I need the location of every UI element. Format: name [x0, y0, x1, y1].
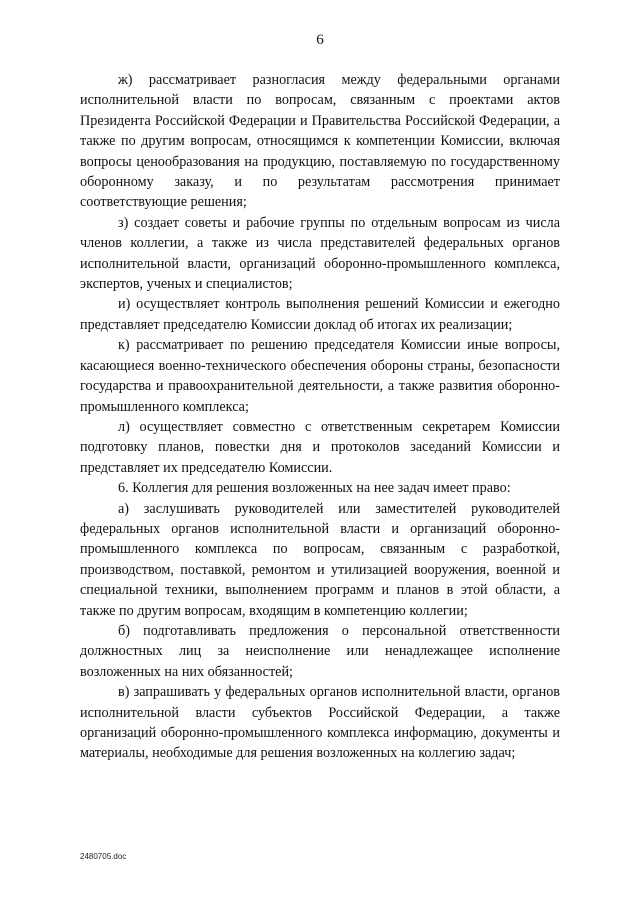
paragraph-l: л) осуществляет совместно с ответственным секретарем Комиссии подготовку планов, повестки дня и протоколов заседаний Комиссии и представляет их председателю Комиссии.	[80, 418, 560, 476]
paragraph-zh: ж) рассматривает разногласия между федеральными органами исполнительной власти по вопросам, связанным с проектами актов Президента Российской Федерации и Правительства Российской Федерации, а также по другим вопросам, относящимся к компетенции Комиссии, включая вопросы ценообразования на продукцию, поставляемую по государственному оборонному заказу, и по результатам рассмотрения принимает соответствующие решения;	[80, 72, 560, 211]
file-footer: 2480705.doc	[80, 852, 127, 861]
paragraph-a: а) заслушивать руководителей или заместителей руководителей федеральных органов исполнительной власти и организаций оборонно-промышленного комплекса по вопросам, связанным с разработкой, производством, поставкой, ремонтом и утилизацией вооружения, военной и специальной техники, выполнением программ и планов в этой области, а также по другим вопросам, входящим в компетенцию коллегии;	[80, 500, 560, 619]
paragraph-v: в) запрашивать у федеральных органов исполнительной власти, органов исполнительной власти субъектов Российской Федерации, а также организаций оборонно-промышленного комплекса информацию, документы и материалы, необходимые для решения возложенных на коллегию задач;	[80, 684, 560, 762]
document-body	[80, 70, 560, 764]
paragraph-section-6: 6. Коллегия для решения возложенных на нее задач имеет право:	[118, 480, 511, 497]
paragraph-k: к) рассматривает по решению председателя Комиссии иные вопросы, касающиеся военно-технического обеспечения обороны страны, безопасности государства и правоохранительной деятельности, а также развития оборонно-промышленного комплекса;	[80, 337, 560, 415]
paragraph-b: б) подготавливать предложения о персональной ответственности должностных лиц за неисполнение или ненадлежащее исполнение возложенных на них обязанностей;	[80, 622, 560, 680]
paragraph-i: и) осуществляет контроль выполнения решений Комиссии и ежегодно представляет председателю Комиссии доклад об итогах их реализации;	[80, 296, 560, 333]
paragraph-z: з) создает советы и рабочие группы по отдельным вопросам из числа членов коллегии, а также из числа представителей федеральных органов исполнительной власти, организаций оборонно-промышленного комплекса, экспертов, ученых и специалистов;	[80, 214, 560, 293]
page-number: 6	[316, 32, 324, 48]
